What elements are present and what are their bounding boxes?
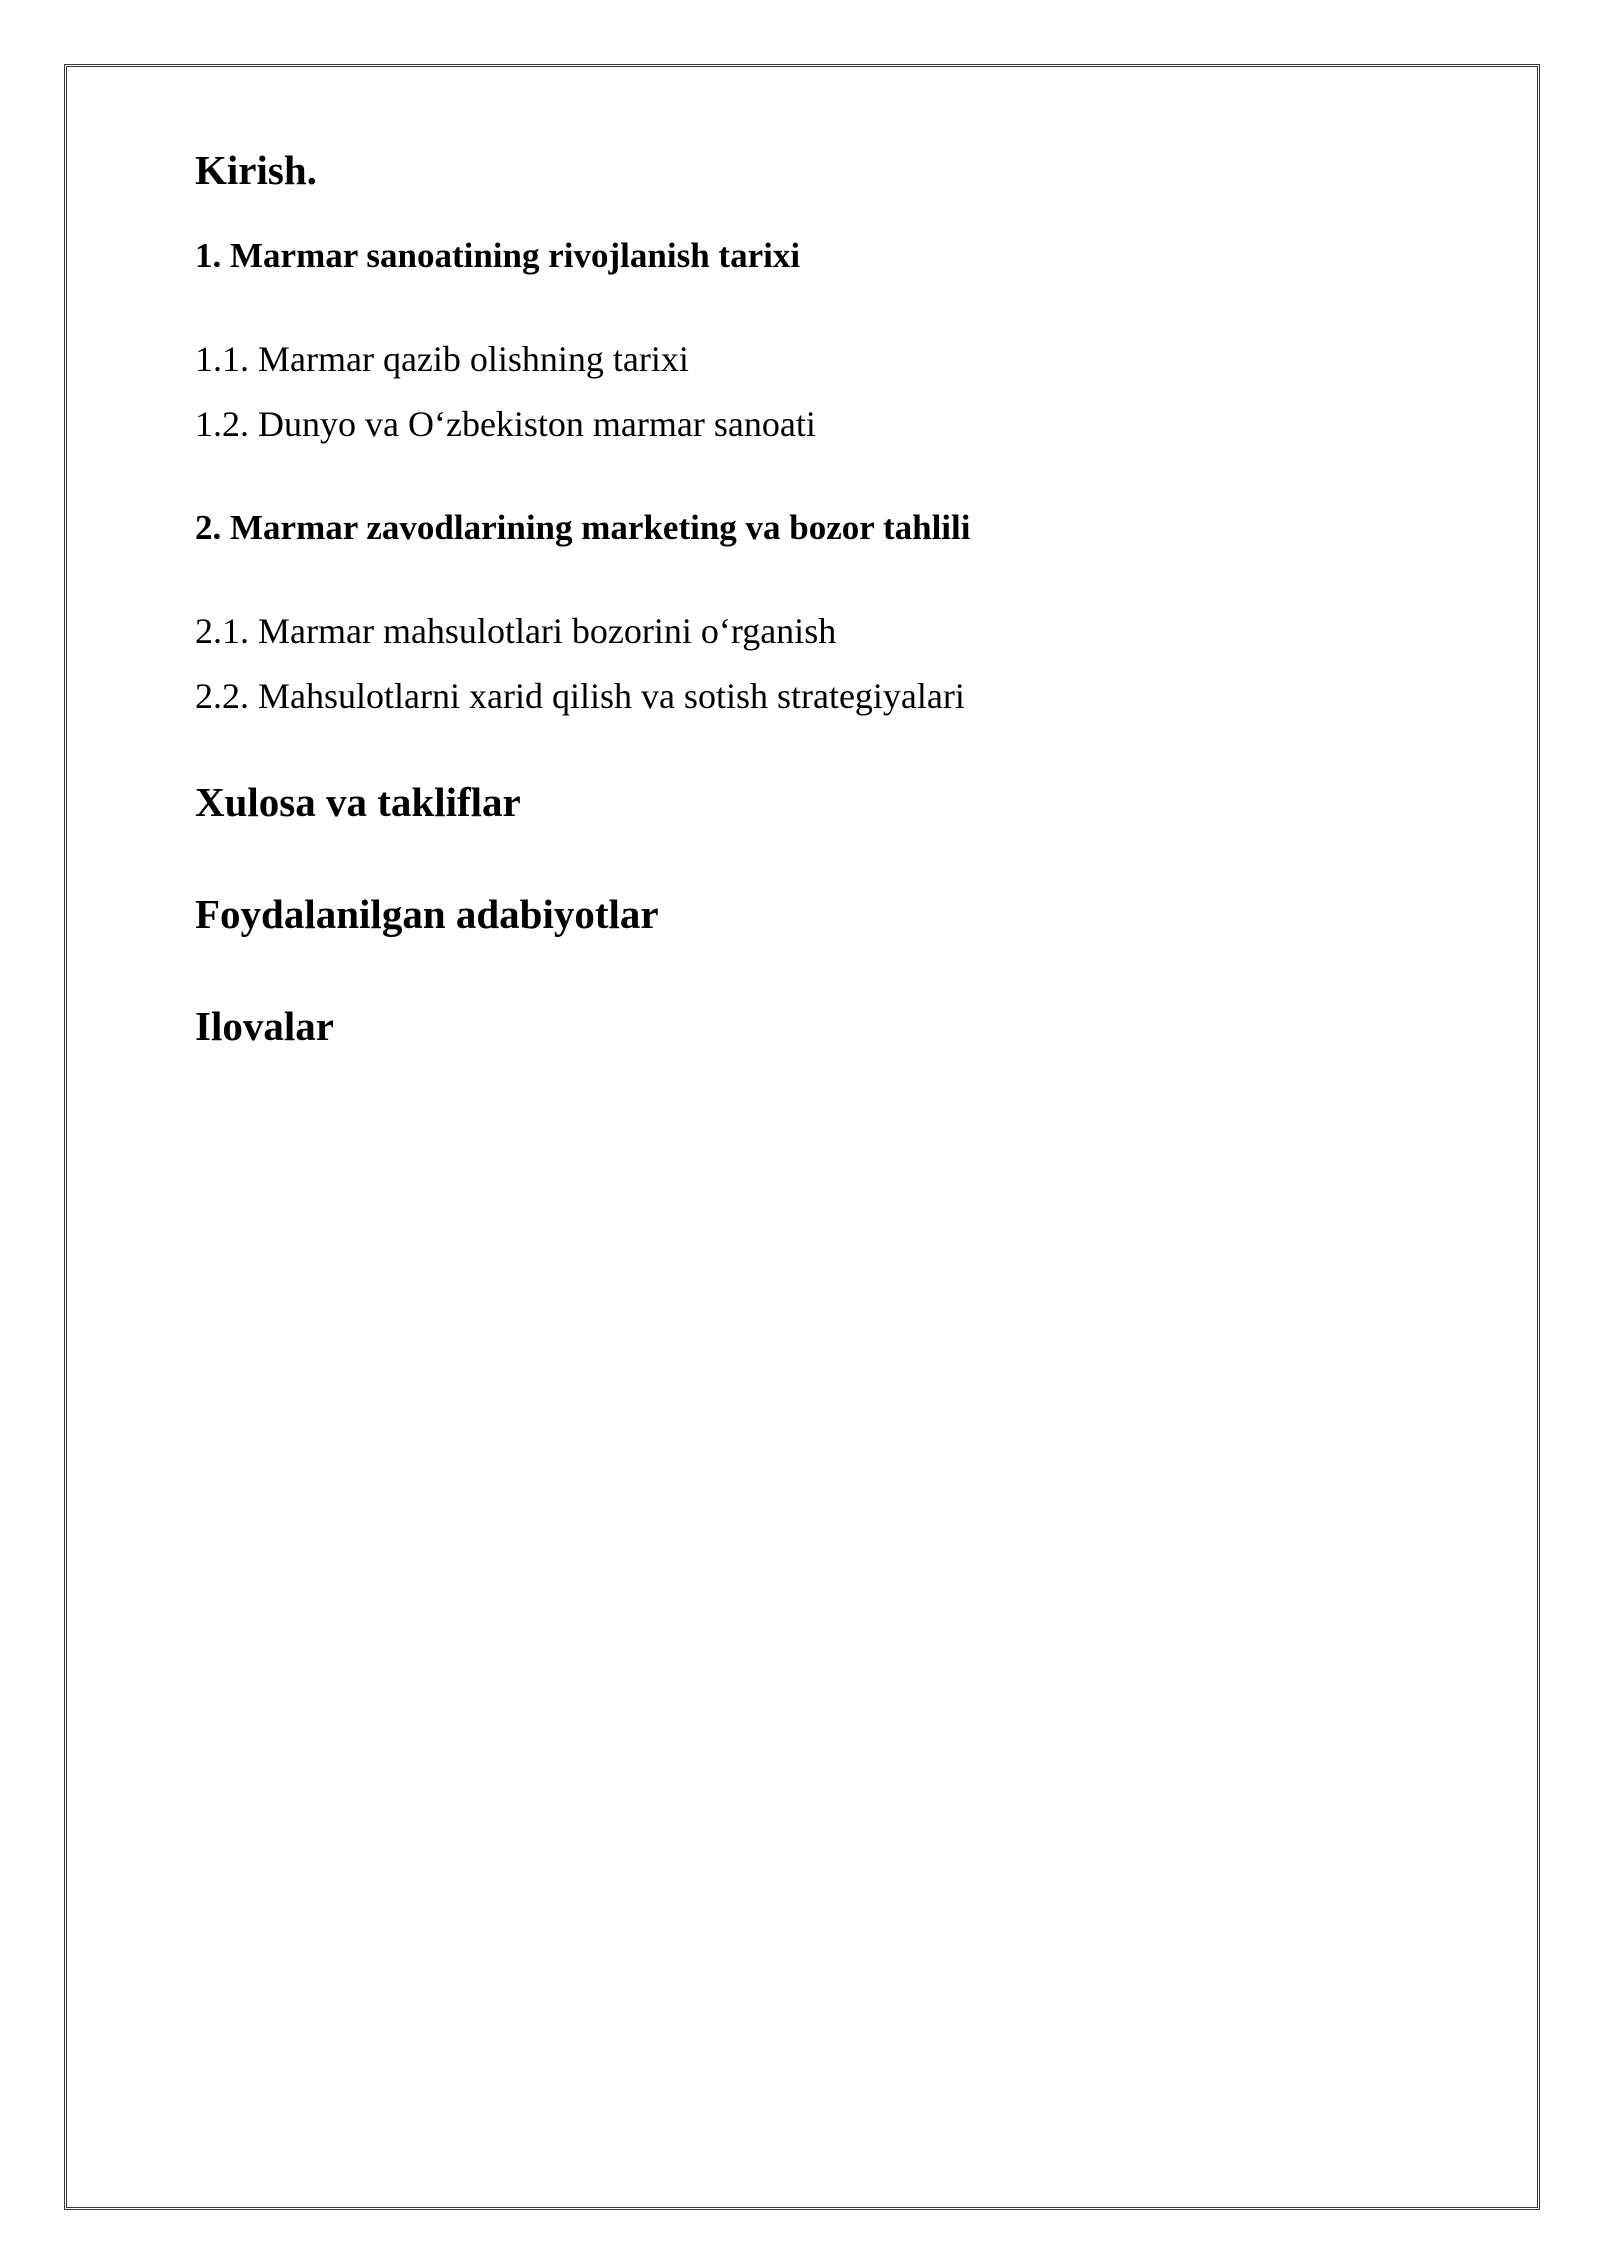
toc-section-1-title: 1. Marmar sanoatining rivojlanish tarixi [195, 236, 801, 275]
toc-item-1-1: 1.1. Marmar qazib olishning tarixi [195, 339, 689, 379]
toc-item-2-2: 2.2. Mahsulotlarni xarid qilish va sotish strategiyalari [195, 676, 965, 716]
toc-item-2-1: 2.1. Marmar mahsulotlari bozorini o‘rganish [195, 611, 837, 651]
toc-conclusion: Xulosa va takliflar [195, 779, 521, 825]
toc-appendices: Ilovalar [195, 1003, 334, 1049]
toc-intro: Kirish. [195, 147, 317, 193]
toc-section-2-title: 2. Marmar zavodlarining marketing va bozor tahlili [195, 508, 971, 547]
toc-item-1-2: 1.2. Dunyo va O‘zbekiston marmar sanoati [195, 404, 816, 444]
page-border [64, 64, 1540, 2210]
toc-references: Foydalanilgan adabiyotlar [195, 891, 659, 937]
